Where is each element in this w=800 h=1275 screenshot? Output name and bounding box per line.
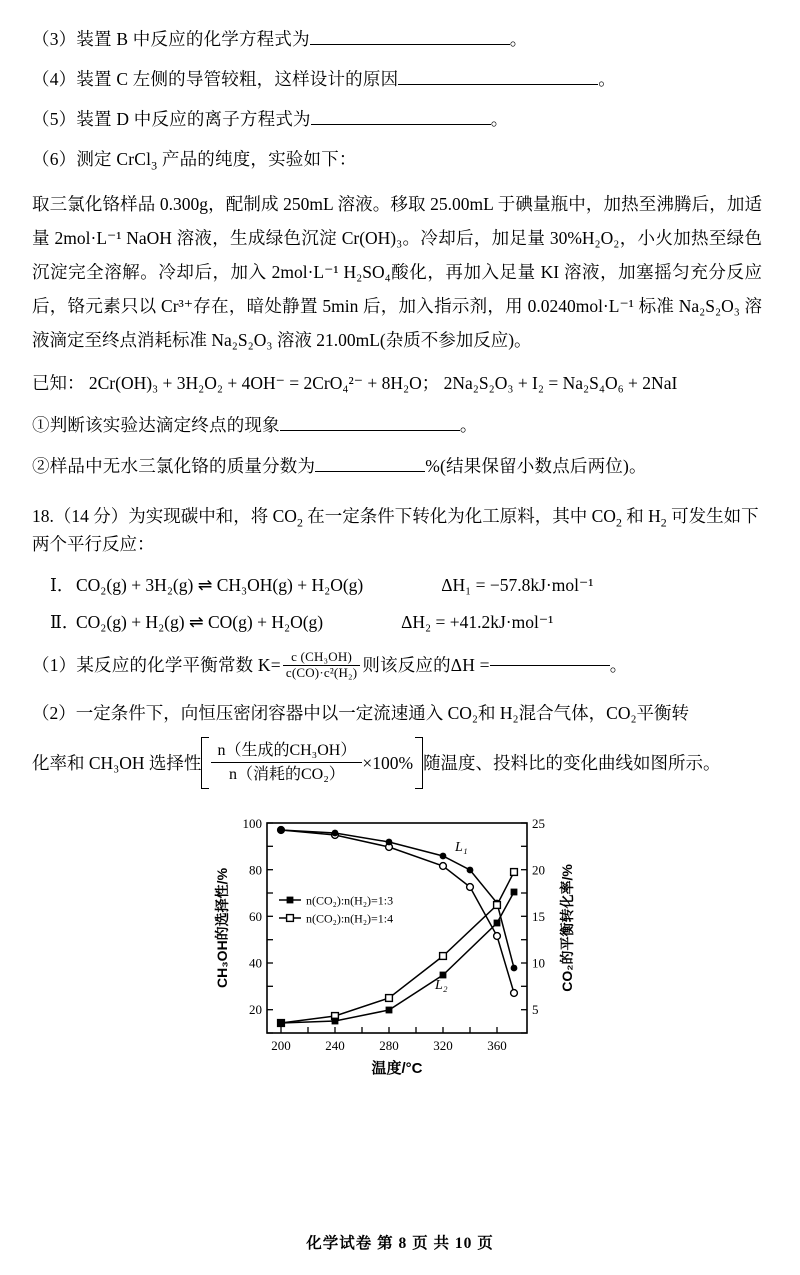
question-3-suffix: 。 <box>509 29 528 49</box>
answer-blank[interactable] <box>311 124 491 125</box>
svg-text:40: 40 <box>249 955 262 971</box>
answer-blank[interactable] <box>280 430 460 431</box>
fraction-denominator: c(CO)·c²(H₂) <box>285 664 358 680</box>
svg-text:280: 280 <box>379 1037 399 1053</box>
question-5 <box>32 106 762 133</box>
svg-text:20: 20 <box>532 862 545 878</box>
fraction-denominator: n（消耗的CO₂） <box>228 766 345 784</box>
y-axis-left-title: CH₃OH的选择性/% <box>214 867 230 988</box>
q18-sub-2-line-2-a: 化率和 CH₃OH 选择性 <box>32 752 202 773</box>
question-4 <box>32 66 762 93</box>
question-6-sub-1-text: ①判断该实验达滴定终点的现象 <box>32 415 280 436</box>
reaction-row-1 <box>32 572 762 597</box>
bracket-left <box>201 737 209 789</box>
reaction-label: Ⅰ． <box>50 574 75 595</box>
reaction-label: Ⅱ． <box>50 611 80 632</box>
q18-title-a: 18.（14 分）为实现碳中和，将 CO <box>32 505 297 526</box>
question-6-sub-1 <box>32 412 762 439</box>
q18-title-b: 在一定条件下转化为化工原料，其中 CO <box>302 505 616 526</box>
plot-frame <box>267 823 527 1033</box>
svg-text:10: 10 <box>532 955 545 971</box>
bracket-inner <box>209 737 415 789</box>
answer-blank[interactable] <box>490 665 610 666</box>
known-label: 已知： <box>32 373 85 394</box>
question-18-sub-1 <box>32 650 762 681</box>
question-6-lead-a: （6）测定 CrCl <box>32 149 152 170</box>
answer-blank[interactable] <box>315 471 425 472</box>
conversion-selectivity-chart <box>197 803 597 1103</box>
x-axis-ticks <box>281 1027 497 1033</box>
reaction-equation: CO₂(g) + 3H₂(g) ⇌ CH₃OH(g) + H₂O(g) <box>76 574 364 595</box>
question-6-known <box>32 367 762 400</box>
svg-text:320: 320 <box>433 1037 453 1053</box>
legend-label-2: n(CO₂):n(H₂)=1:4 <box>306 911 394 926</box>
left-axis-labels <box>243 816 263 1017</box>
annotation-l1: L₁ <box>455 839 468 855</box>
chart-legend <box>279 893 393 925</box>
svg-text:80: 80 <box>249 862 262 878</box>
question-18-title <box>32 502 762 558</box>
question-4-text: （4）装置 C 左侧的导管较粗，这样设计的原因 <box>32 69 399 90</box>
q18-title-c: 和 H <box>621 505 661 526</box>
q18-sub-1-prefix: （1）某反应的化学平衡常数 K= <box>32 654 281 675</box>
selectivity-bracket <box>201 737 423 789</box>
question-6-sub-2 <box>32 453 762 480</box>
q18-sub-2-line-2-b: 随温度、投料比的变化曲线如图所示。 <box>423 752 721 773</box>
svg-text:15: 15 <box>532 908 545 924</box>
question-6-sub-2-text: ②样品中无水三氯化铬的质量分数为 <box>32 455 316 476</box>
question-3-text: （3）装置 B 中反应的化学方程式为 <box>32 29 310 49</box>
annotation-l2: L₂ <box>435 977 448 993</box>
question-18-sub-2 <box>32 699 762 789</box>
fraction-numerator: n（生成的CH₃OH） <box>211 740 362 764</box>
answer-blank[interactable] <box>310 44 510 45</box>
reaction-enthalpy: ΔH₁ = −57.8kJ·mol⁻¹ <box>441 574 594 595</box>
fraction-numerator: c (CH₃OH) <box>283 650 360 666</box>
q18-title-sub3: 2 <box>660 515 667 530</box>
question-6-lead-b: 产品的纯度，实验如下： <box>157 149 357 170</box>
svg-text:100: 100 <box>242 815 262 831</box>
q18-title-sub2: 2 <box>615 515 622 530</box>
question-4-suffix: 。 <box>598 69 616 90</box>
question-6-sub-2-suffix: %(结果保留小数点后两位)。 <box>425 455 647 476</box>
q18-sub-2-line-1: （2）一定条件下，向恒压密闭容器中以一定流速通入 CO₂和 H₂混合气体，CO₂平衡转 <box>32 702 690 723</box>
svg-text:60: 60 <box>249 908 262 924</box>
question-6-body: 取三氯化铬样品 0.300g，配制成 250mL 溶液。移取 25.00mL 于碘量瓶中，加热至沸腾后，加适量 2mol·L⁻¹ NaOH 溶液，生成绿色沉淀 Cr(OH)₃。冷却后，加足量 30%H₂O₂，小火加热至绿色沉淀完全溶解。冷却后，加入 2mol·L⁻¹ H₂SO₄酸化，再加入足量 KI 溶液，加塞摇匀充分反应后，铬元素只以 Cr³⁺存在，暗处静置 5min 后，加入指示剂，用 0.0240mol·L⁻¹ 标准 Na₂S₂O₃ 溶液滴定至终点消耗标准 Na₂S₂O₃ 溶液 21.00mL(杂质不参加反应)。 <box>32 193 762 350</box>
right-axis-labels <box>532 816 545 1017</box>
question-5-text: （5）装置 D 中反应的离子方程式为 <box>32 109 311 130</box>
equilibrium-constant-fraction <box>283 650 360 681</box>
svg-text:20: 20 <box>249 1001 262 1017</box>
x-axis-labels <box>271 1038 507 1053</box>
question-6-sub-1-suffix: 。 <box>459 415 478 436</box>
legend-label-1: n(CO₂):n(H₂)=1:3 <box>306 893 394 908</box>
right-axis-ticks <box>521 823 527 1033</box>
chart-container <box>32 803 762 1103</box>
known-separator: ； <box>421 373 440 394</box>
question-3 <box>32 26 762 53</box>
svg-text:25: 25 <box>532 815 545 831</box>
svg-text:360: 360 <box>487 1037 507 1053</box>
svg-text:200: 200 <box>271 1037 291 1053</box>
reaction-enthalpy: ΔH₂ = +41.2kJ·mol⁻¹ <box>401 611 554 632</box>
svg-text:240: 240 <box>325 1037 345 1053</box>
left-axis-ticks <box>267 823 273 1033</box>
series-l2-open-markers <box>278 868 518 1026</box>
answer-blank[interactable] <box>398 84 598 85</box>
q18-sub-1-mid: 则该反应的ΔH = <box>362 654 490 675</box>
x-axis-title: 温度/°C <box>371 1059 423 1077</box>
bracket-right <box>415 737 423 789</box>
selectivity-fraction <box>211 740 362 786</box>
known-equation-2: 2Na₂S₂O₃ + I₂ = Na₂S₄O₆ + 2NaI <box>443 373 678 394</box>
question-6-lead-sub: 3 <box>151 158 158 173</box>
q18-title-sub1: 2 <box>296 515 303 530</box>
svg-text:5: 5 <box>532 1001 539 1017</box>
reaction-equation: CO₂(g) + H₂(g) ⇌ CO(g) + H₂O(g) <box>76 611 324 632</box>
percent-multiplier: ×100% <box>362 752 414 773</box>
q18-sub-1-suffix: 。 <box>609 654 628 675</box>
page-footer: 化学试卷 第 8 页 共 10 页 <box>306 1235 494 1252</box>
q18-title-d: 可发生如下两个平行反应： <box>32 505 759 554</box>
q18-sub-2-line-2 <box>32 737 762 789</box>
known-equation-1: 2Cr(OH)₃ + 3H₂O₂ + 4OH⁻ = 2CrO₄²⁻ + 8H₂O <box>88 373 422 394</box>
y-axis-right-title: CO₂的平衡转化率/% <box>559 863 575 992</box>
question-6-lead <box>32 146 762 173</box>
question-5-suffix: 。 <box>490 109 509 130</box>
reaction-row-2 <box>32 609 762 634</box>
